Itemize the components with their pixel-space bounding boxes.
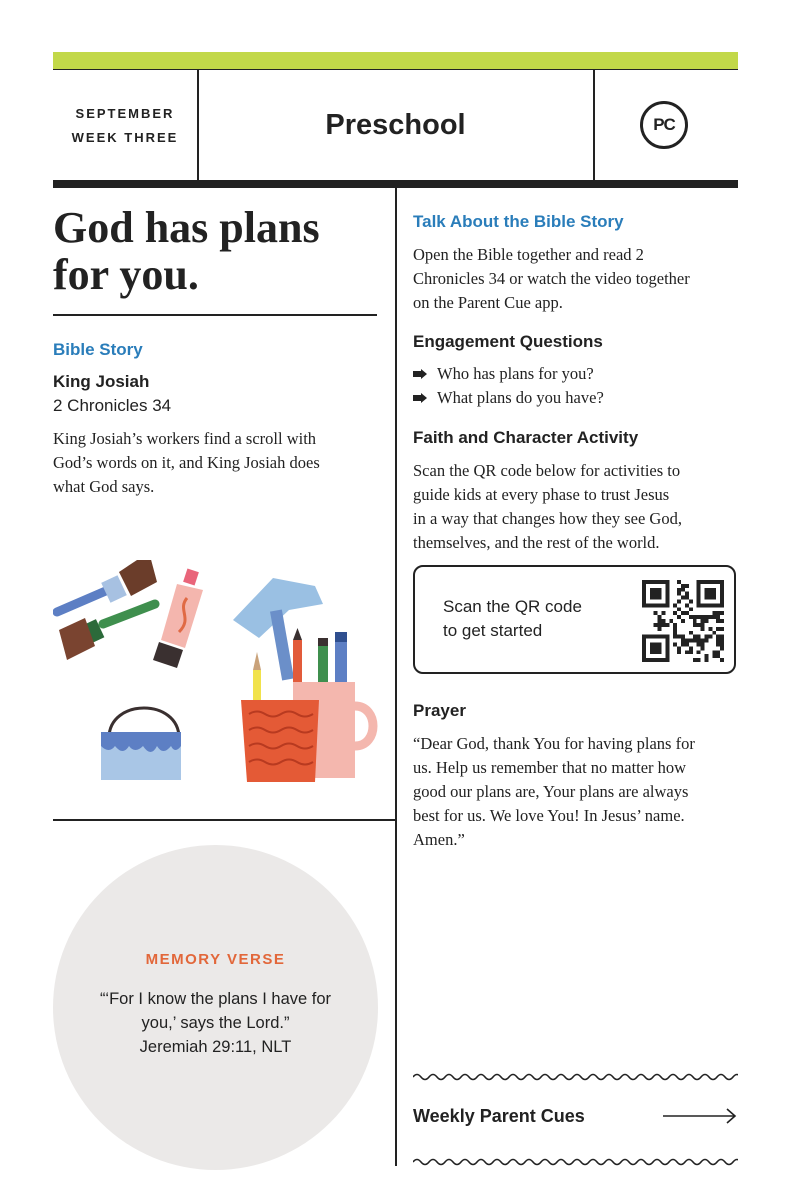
arrow-right-icon[interactable]	[663, 1106, 738, 1126]
memory-verse-circle	[53, 845, 378, 1170]
paint-tube-icon	[153, 568, 203, 668]
tools-illustration	[53, 560, 383, 792]
engagement-questions-list	[413, 362, 604, 410]
memory-verse-text: “‘For I know the plans I have for you,’ says the Lord.” Jeremiah 29:11, NLT	[99, 990, 332, 1056]
list-item: Who has plans for you?	[413, 362, 604, 386]
top-accent-bar	[53, 52, 738, 69]
header	[53, 69, 738, 181]
month-label: SEPTEMBER	[75, 105, 175, 121]
memory-verse-label: MEMORY VERSE	[145, 951, 286, 968]
paint-bucket-icon	[101, 708, 181, 780]
talk-about-label: Talk About the Bible Story	[413, 212, 624, 231]
wave-divider-top	[413, 1071, 738, 1083]
prayer-label: Prayer	[413, 701, 466, 720]
week-label: WEEK THREE	[71, 129, 179, 145]
story-title: King Josiah	[53, 372, 150, 391]
bible-story-label: Bible Story	[53, 340, 143, 359]
wave-divider-bottom	[413, 1156, 738, 1168]
date-block	[53, 70, 197, 181]
hammer-icon	[233, 578, 323, 681]
qr-callout-text: Scan the QR code to get started	[443, 597, 582, 640]
qr-callout-box	[413, 565, 736, 674]
header-rule	[53, 180, 738, 188]
prayer-text: “Dear God, thank You for having plans for us. Help us remember that no matter how good our plans are, Your plans are always best for us. We love You! In Jesus’ name. Amen.”	[413, 734, 695, 849]
arrow-bullet-icon	[413, 393, 427, 403]
heading-rule	[53, 314, 377, 316]
page-title: Preschool	[325, 109, 466, 141]
engagement-questions-label: Engagement Questions	[413, 332, 603, 351]
talk-about-text: Open the Bible together and read 2 Chronicles 34 or watch the video together on the Parent Cue app.	[413, 245, 690, 312]
faith-activity-label: Faith and Character Activity	[413, 428, 639, 447]
story-summary: King Josiah’s workers find a scroll with God’s words on it, and King Josiah does what God says.	[53, 429, 320, 496]
qr-code-icon[interactable]	[642, 580, 724, 662]
list-item: What plans do you have?	[413, 386, 604, 410]
column-divider	[395, 188, 397, 1166]
main-heading: God has plans for you.	[53, 203, 320, 299]
left-column-rule	[53, 819, 395, 821]
faith-activity-text: Scan the QR code below for activities to guide kids at every phase to trust Jesus in a way that changes how they see God, themselves, and the rest of the world.	[413, 461, 682, 552]
orange-cup-icon	[241, 700, 319, 782]
parent-cue-logo: PC	[640, 101, 688, 149]
story-reference: 2 Chronicles 34	[53, 396, 172, 415]
arrow-bullet-icon	[413, 369, 427, 379]
weekly-parent-cues-link[interactable]: Weekly Parent Cues	[413, 1106, 585, 1126]
green-paintbrush-icon	[59, 604, 155, 660]
header-divider	[593, 70, 595, 181]
